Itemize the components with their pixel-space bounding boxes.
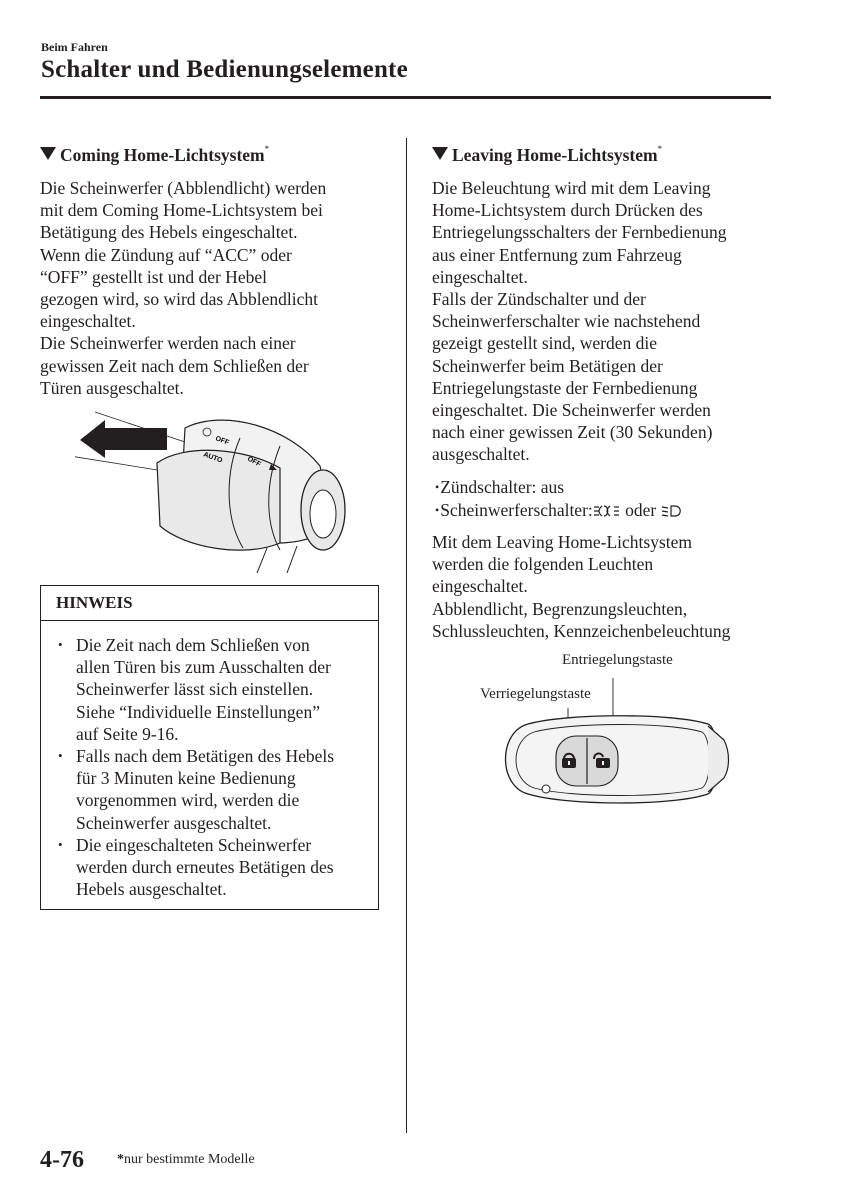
triangle-bullet-icon [40, 147, 56, 160]
leaving-home-lights: Mit dem Leaving Home-Lichtsystem werden die folgenden Leuchten eingeschaltet. Abblendlicht, Begrenzungsleuchten, Schlussleuchten, Kennzeichenbeleuchtung [432, 532, 731, 641]
leaving-home-body: Die Beleuchtung wird mit dem Leaving Home-Lichtsystem durch Drücken des Entriegelungsschalters der Fernbedienung aus einer Entfernung zum Fahrzeug eingeschaltet. Falls der Zündschalter und der Scheinwerferschalter wie nachstehend gezeigt gestellt sind, werden die Scheinwerfer beim Betätigen der Entriegelungstaste der Fernbedienung eingeschaltet. Die Scheinwerfer werden nach einer gewissen Zeit (30 Sekunden) ausgeschaltet. [432, 178, 727, 465]
page-number: 4-76 [40, 1147, 84, 1173]
unlock-button-label: Entriegelungstaste [562, 652, 673, 668]
lever-label-auto: AUTO [202, 451, 224, 465]
condition-ignition-text: Zündschalter: aus [440, 477, 565, 497]
hinweis-list [58, 634, 378, 900]
title-rule [40, 96, 771, 99]
condition-connector: oder [625, 499, 657, 520]
page-title: Schalter und Bedienungselemente [41, 56, 408, 83]
indicator-led-icon [542, 785, 550, 793]
hinweis-box [40, 585, 379, 910]
footnote-text: nur bestimmte Modelle [124, 1152, 255, 1167]
condition-headlight-text: Scheinwerferschalter: [440, 499, 593, 520]
remote-key-illustration [498, 668, 738, 818]
coming-home-heading [40, 144, 269, 166]
lever-label-off: OFF [214, 435, 230, 447]
condition-list [435, 476, 683, 521]
leaving-home-heading-text: Leaving Home-Lichtsystem [452, 145, 658, 165]
lever-label-off2: OFF [246, 455, 262, 469]
hinweis-item: • Die eingeschalteten Scheinwerfer werden durch erneutes Betätigen des Hebels ausgeschaltet. [58, 834, 378, 901]
footnote [117, 1152, 255, 1168]
headlight-lever-illustration [75, 398, 365, 573]
low-beam-icon [661, 504, 683, 518]
asterisk-mark: * [657, 144, 663, 154]
condition-ignition: •Zündschalter: aus [435, 477, 565, 497]
coming-home-body: Die Scheinwerfer (Abblendlicht) werden mit dem Coming Home-Lichtsystem bei Betätigung des Hebels eingeschaltet. Wenn die Zündung auf “ACC” oder “OFF” gestellt ist und der Hebel gezogen wird, so wird das Abblendlicht eingeschaltet. Die Scheinwerfer werden nach einer gewissen Zeit nach dem Schließen der Türen ausgeschaltet. [40, 178, 327, 398]
hinweis-title: HINWEIS [41, 586, 378, 621]
triangle-bullet-icon [432, 147, 448, 160]
parking-light-icon [593, 504, 621, 518]
footnote-mark: * [117, 1152, 124, 1167]
hinweis-item: • Falls nach dem Betätigen des Hebels für 3 Minuten keine Bedienung vorgenommen wird, werden die Scheinwerfer ausgeschaltet. [58, 745, 378, 834]
pull-arrow-icon [80, 420, 167, 458]
asterisk-mark: * [264, 144, 270, 154]
coming-home-heading-text: Coming Home-Lichtsystem [60, 145, 265, 165]
leaving-home-heading [432, 144, 662, 166]
lock-button-label: Verriegelungstaste [480, 686, 591, 702]
section-label: Beim Fahren [41, 40, 108, 54]
column-divider [406, 138, 407, 1133]
hinweis-item: • Die Zeit nach dem Schließen von allen Türen bis zum Ausschalten der Scheinwerfer lässt sich einstellen. Siehe “Individuelle Einstellungen” auf Seite 9-16. [58, 634, 378, 745]
condition-headlight: •Scheinwerferschalter: oder [435, 499, 683, 522]
